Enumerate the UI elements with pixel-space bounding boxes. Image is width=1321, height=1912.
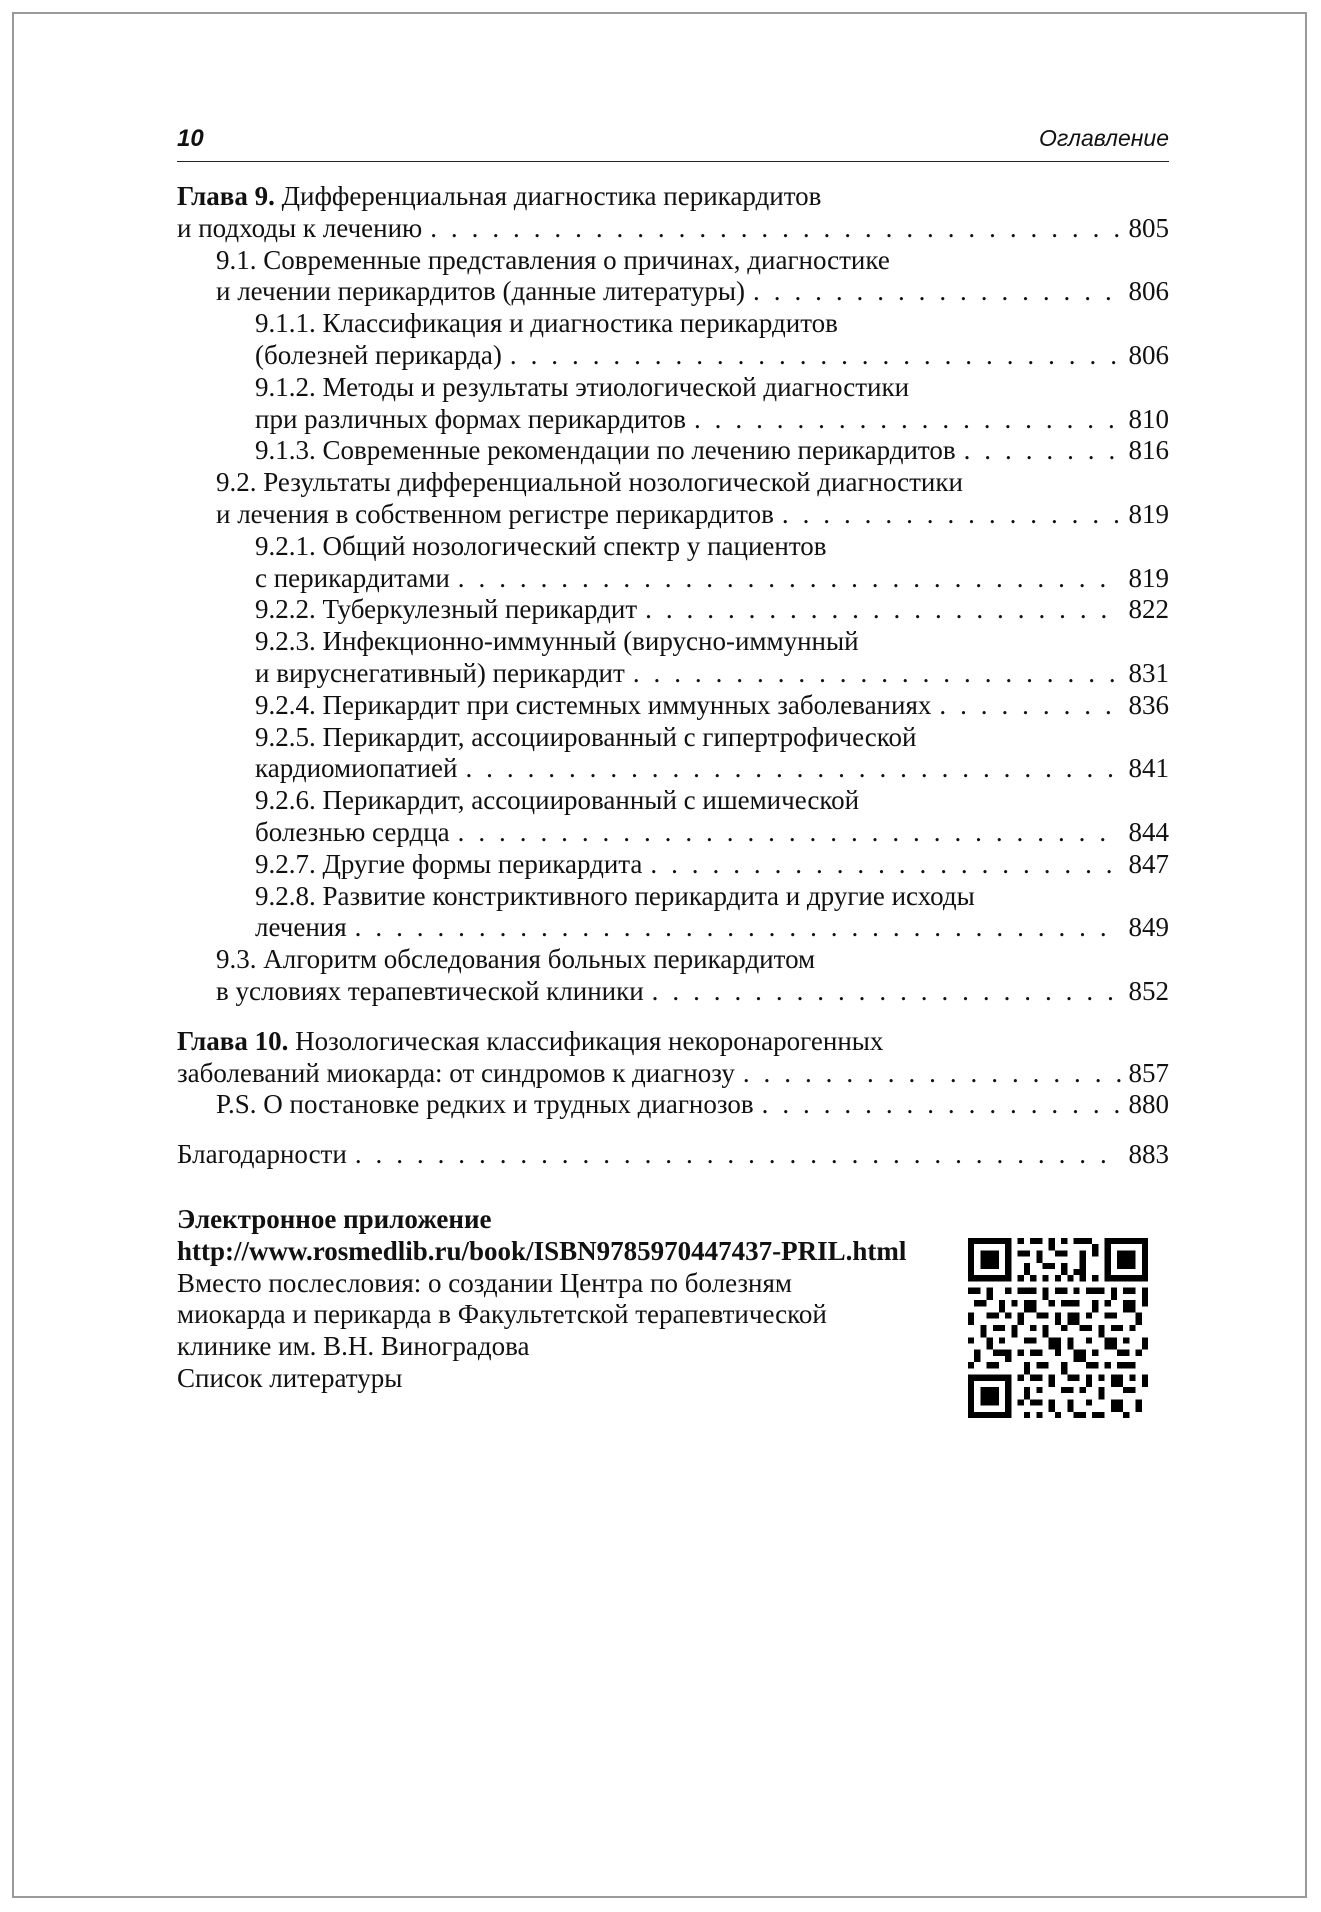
toc-entry-title-line2: с перикардитами — [255, 562, 450, 593]
toc-entry[interactable] — [177, 1089, 1169, 1121]
toc-entry[interactable] — [177, 626, 1169, 690]
chapter-label: Глава 9. — [177, 181, 275, 211]
toc-entry-title-line2: 9.2.2. Туберкулезный перикардит — [255, 594, 638, 625]
toc-entry-title-line2: и вируснегативный) перикардит — [255, 657, 625, 688]
toc-entry-title-line2: в условиях терапевтической клиники — [216, 975, 644, 1006]
toc-entry-title — [255, 308, 1169, 340]
dot-leader — [650, 849, 1120, 881]
toc-page-number: 841 — [1128, 753, 1169, 784]
chapter-label: Глава 10. — [177, 1025, 289, 1056]
toc-entry-title-line1: 9.2.1. Общий нозологический спектр у пациентов — [255, 530, 827, 561]
toc-page-number: 831 — [1128, 657, 1169, 688]
dot-leader — [458, 817, 1121, 849]
toc-page-number: 822 — [1128, 594, 1169, 625]
toc-entry-title-line1: Нозологическая классификация некоронарогенных — [288, 1025, 884, 1056]
toc-entry-title-line1: 9.1. Современные представления о причинах, диагностике — [216, 244, 890, 275]
toc-entry-title-line2: 9.2.4. Перикардит при системных иммунных заболеваниях — [255, 689, 932, 720]
appendix-url[interactable]: http://www.rosmedlib.ru/book/ISBN9785970447437-PRIL.html — [177, 1235, 907, 1266]
toc-entry-title-line1: 9.2.5. Перикардит, ассоциированный с гипертрофической — [255, 721, 917, 752]
toc-entry[interactable] — [177, 881, 1169, 945]
toc-entry-title-line2: и лечения в собственном регистре перикардитов — [216, 498, 774, 529]
dot-leader — [743, 1058, 1121, 1090]
running-head — [177, 125, 1169, 162]
toc-page-number: 819 — [1128, 498, 1169, 529]
toc-page-number: 883 — [1128, 1139, 1169, 1170]
toc-entry-title-line1: 9.2.8. Развитие констриктивного перикардита и другие исходы — [255, 880, 975, 911]
toc-page-number: 806 — [1128, 276, 1169, 307]
toc-entry-title-line2: болезнью сердца — [255, 816, 450, 847]
appendix-line: Список литературы — [177, 1362, 403, 1393]
toc-entry[interactable] — [177, 944, 1169, 1008]
dot-leader — [645, 594, 1120, 626]
toc-entry-title-line2: (болезней перикарда) — [255, 339, 502, 370]
toc-entry-title-line2: Благодарности — [177, 1139, 347, 1170]
toc-entry[interactable] — [177, 372, 1169, 436]
toc-entry-title — [216, 245, 1169, 277]
page-number: 10 — [177, 125, 204, 152]
toc-entry[interactable] — [177, 1139, 1169, 1171]
dot-leader — [510, 340, 1121, 372]
toc-entry-title — [216, 944, 1169, 976]
toc-entry[interactable] — [177, 308, 1169, 372]
toc-entry-title — [216, 467, 1169, 499]
toc-entry[interactable] — [177, 531, 1169, 595]
toc-page-number: 819 — [1128, 562, 1169, 593]
toc-entry-title — [255, 531, 1169, 563]
toc-entry-title-line1: 9.3. Алгоритм обследования больных перикардитом — [216, 944, 816, 975]
toc-entry-title-line2: 9.1.3. Современные рекомендации по лечению перикардитов — [255, 435, 956, 466]
toc-entry-title-line1: 9.2. Результаты дифференциальной нозологической диагностики — [216, 467, 963, 498]
section-title: Оглавление — [1039, 125, 1169, 151]
toc-page-number: 852 — [1128, 975, 1169, 1006]
toc-page-number: 847 — [1128, 848, 1169, 879]
toc-entry-title — [255, 372, 1169, 404]
toc-entry[interactable] — [177, 1026, 1169, 1090]
dot-leader — [465, 753, 1120, 785]
toc-page-number: 805 — [1128, 212, 1169, 243]
toc-entry[interactable] — [177, 785, 1169, 849]
table-of-contents — [177, 181, 1169, 1171]
toc-entry[interactable] — [177, 849, 1169, 881]
toc-page-number: 857 — [1128, 1057, 1169, 1088]
toc-entry-title-line2: и лечении перикардитов (данные литературы) — [216, 276, 746, 307]
appendix-line: Вместо послесловия: о создании Центра по болезням — [177, 1267, 793, 1298]
dot-leader — [652, 976, 1121, 1008]
toc-entry[interactable] — [177, 245, 1169, 309]
toc-entry-title-line2: P.S. О постановке редких и трудных диагнозов — [216, 1089, 754, 1120]
toc-entry-title-line2: заболеваний миокарда: от синдромов к диагнозу — [177, 1057, 735, 1088]
appendix-line: миокарда и перикарда в Факультетской терапевтической — [177, 1299, 827, 1330]
toc-entry-title-line1: 9.1.2. Методы и результаты этиологической диагностики — [255, 371, 910, 402]
dot-leader — [753, 276, 1120, 308]
toc-entry[interactable] — [177, 435, 1169, 467]
toc-entry-title-line2: и подходы к лечению — [177, 212, 423, 243]
toc-entry-title — [255, 785, 1169, 817]
dot-leader — [355, 912, 1121, 944]
electronic-appendix — [177, 1204, 957, 1395]
dot-leader — [430, 213, 1120, 245]
toc-page-number: 849 — [1128, 912, 1169, 943]
toc-page-number: 816 — [1128, 435, 1169, 466]
toc-page-number: 810 — [1128, 403, 1169, 434]
toc-entry[interactable] — [177, 722, 1169, 786]
toc-page-number: 880 — [1128, 1089, 1169, 1120]
dot-leader — [762, 1089, 1121, 1121]
dot-leader — [458, 563, 1121, 595]
toc-entry-title-line2: лечения — [255, 912, 347, 943]
toc-entry-title-line2: кардиомиопатией — [255, 753, 458, 784]
appendix-line: клинике им. В.Н. Виноградова — [177, 1331, 530, 1362]
dot-leader — [939, 690, 1120, 722]
qr-code — [968, 1238, 1148, 1418]
dot-leader — [964, 435, 1121, 467]
toc-entry[interactable] — [177, 467, 1169, 531]
dot-leader — [355, 1139, 1121, 1171]
toc-entry-title-line2: 9.2.7. Другие формы перикардита — [255, 848, 643, 879]
toc-entry-title-line1: 9.2.6. Перикардит, ассоциированный с ишемической — [255, 785, 860, 816]
toc-entry[interactable] — [177, 181, 1169, 245]
toc-entry-title — [255, 722, 1169, 754]
toc-entry-title-line1: Дифференциальная диагностика перикардитов — [274, 181, 822, 211]
toc-entry[interactable] — [177, 594, 1169, 626]
toc-entry-title — [177, 181, 1169, 213]
toc-page-number: 806 — [1128, 339, 1169, 370]
toc-page-number: 844 — [1128, 816, 1169, 847]
appendix-title: Электронное приложение — [177, 1204, 492, 1234]
toc-entry[interactable] — [177, 690, 1169, 722]
dot-leader — [782, 499, 1121, 531]
dot-leader — [633, 658, 1121, 690]
toc-entry-title — [255, 881, 1169, 913]
toc-entry-title — [255, 626, 1169, 658]
toc-entry-title-line2: при различных формах перикардитов — [255, 403, 686, 434]
toc-entry-title-line1: 9.2.3. Инфекционно-иммунный (вирусно-иммунный — [255, 626, 859, 657]
toc-page-number: 836 — [1128, 689, 1169, 720]
toc-entry-title — [177, 1026, 1169, 1058]
dot-leader — [694, 404, 1121, 436]
toc-entry-title-line1: 9.1.1. Классификация и диагностика перикардитов — [255, 308, 838, 339]
